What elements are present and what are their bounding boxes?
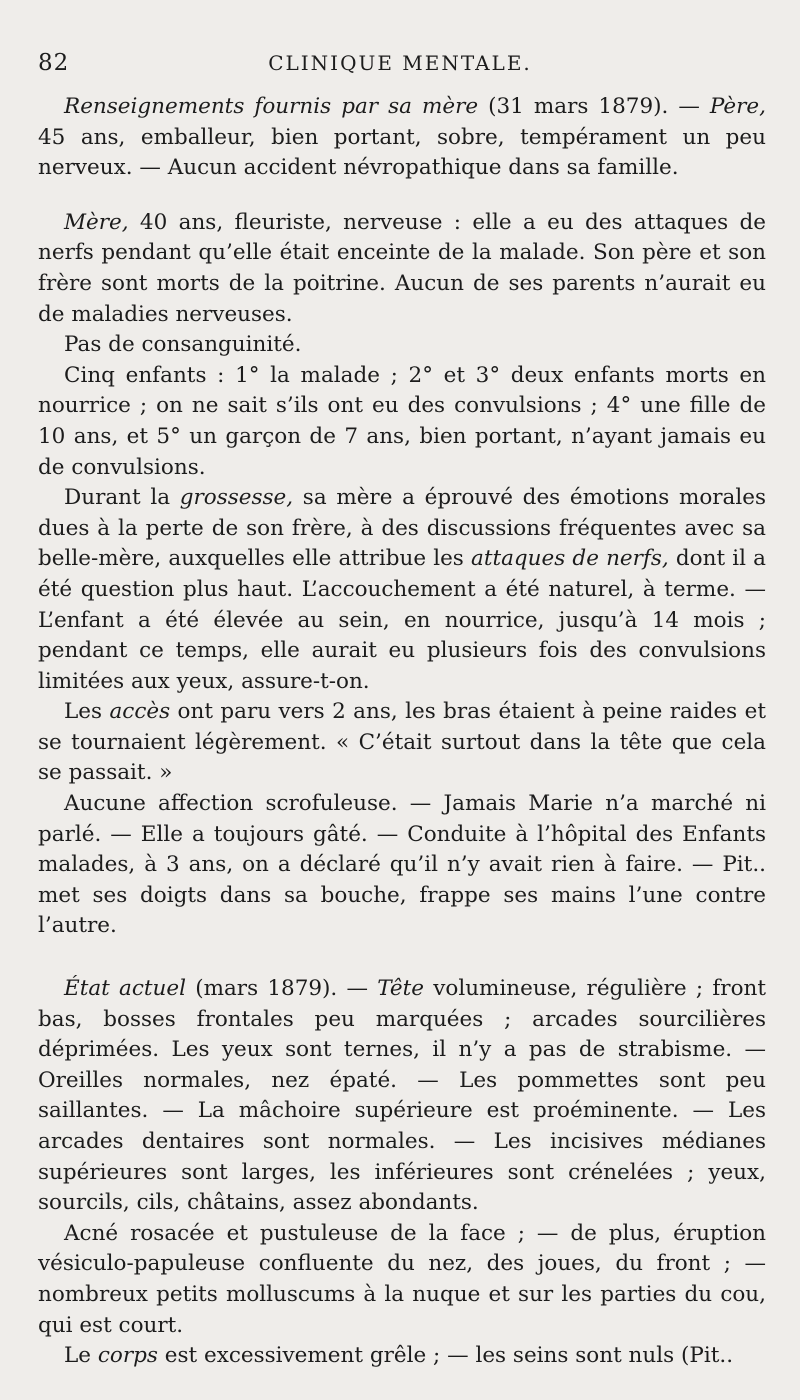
text-run: dont il a été question plus haut. L’accouchement a été naturel, à terme. — L’enfant a été élevée au sein, en nourrice, jusqu’à 14 mois ; pendant ce temps, elle aurait eu plusieurs fois des convulsions limitées aux yeux, assure-t-on. bbox=[38, 546, 766, 694]
page-number: 82 bbox=[38, 50, 70, 76]
paragraph-scrofuleuse bbox=[38, 789, 766, 942]
text-run: volumineuse, régulière ; front bas, bosses frontales peu marquées ; arcades sourcilières déprimées. Les yeux sont ternes, il n’y a pas de strabisme. — Oreilles normales, nez épaté. — Les pommettes sont peu saillantes. — La mâchoire supérieure est proéminente. — Les arcades dentaires sont normales. — Les incisives médianes supérieures sont larges, les inférieures sont crénelées ; yeux, sourcils, cils, châtains, assez abondants. bbox=[38, 976, 766, 1216]
text-run: Durant la bbox=[64, 485, 180, 511]
paragraph-etat-actuel bbox=[38, 974, 766, 1219]
text-run: (mars 1879). — bbox=[185, 976, 378, 1002]
running-title: CLINIQUE MENTALE. bbox=[268, 51, 532, 75]
text-run: ont paru vers 2 ans, les bras étaient à peine raides et se tournaient légèrement. « C’était surtout dans la tête que cela se passait. » bbox=[38, 699, 766, 786]
paragraph-acne bbox=[38, 1219, 766, 1341]
text-run: Mère, bbox=[64, 209, 129, 235]
paragraph-grossesse bbox=[38, 483, 766, 697]
body-text bbox=[38, 92, 766, 1372]
text-run: Acné rosacée et pustuleuse de la face ; — de plus, éruption vésiculo-papuleuse confluente du nez, des joues, du front ; — nombreux petits molluscums à la nuque et sur les parties du cou, qui est court. bbox=[38, 1220, 766, 1338]
text-run: 45 ans, emballeur, bien portant, sobre, tempérament un peu nerveux. — Aucun accident névropathique dans sa famille. bbox=[38, 124, 766, 181]
text-run: Pas de consanguinité. bbox=[64, 332, 302, 358]
text-run: 40 ans, fleuriste, nerveuse : elle a eu des attaques de nerfs pendant qu’elle était enceinte de la malade. Son père et son frère sont morts de la poitrine. Aucun de ses parents n’aurait eu de maladies nerveuses. bbox=[38, 209, 766, 327]
paragraph-mere bbox=[38, 208, 766, 330]
page-header bbox=[38, 50, 762, 84]
text-run: (31 mars 1879). — bbox=[478, 94, 710, 119]
text-run: Les bbox=[64, 699, 110, 725]
paragraph-acces bbox=[38, 697, 766, 789]
text-run: Le bbox=[64, 1343, 98, 1369]
paragraph-renseignements bbox=[38, 92, 766, 184]
text-run: attaques de nerfs, bbox=[471, 546, 669, 572]
paragraph-corps bbox=[38, 1341, 766, 1372]
text-run: Père, bbox=[709, 94, 766, 119]
text-run: Aucune affection scrofuleuse. — Jamais Marie n’a marché ni parlé. — Elle a toujours gâté. — Conduite à l’hôpital des Enfants malades, à 3 ans, on a déclaré qu’il n’y avait rien à faire. — Pit.. met ses doigts dans sa bouche, frappe ses mains l’une contre l’autre. bbox=[38, 791, 766, 939]
text-run: grossesse, bbox=[179, 485, 294, 511]
text-run: État actuel bbox=[64, 976, 186, 1002]
text-run: Renseignements fournis par sa mère bbox=[64, 94, 479, 119]
text-run: Cinq enfants : 1° la malade ; 2° et 3° deux enfants morts en nourrice ; on ne sait s’ils ont eu des convulsions ; 4° une fille de 10 ans, et 5° un garçon de 7 ans, bien portant, n’ayant jamais eu de convulsions. bbox=[38, 362, 766, 480]
text-run: Tête bbox=[377, 976, 424, 1002]
paragraph-enfants bbox=[38, 361, 766, 483]
text-run: est excessivement grêle ; — les seins sont nuls (Pit.. bbox=[157, 1343, 734, 1369]
text-run: sa mère a éprouvé des émotions morales dues à la perte de son frère, à des discussions fréquentes avec sa belle-mère, auxquelles elle attribue les bbox=[38, 485, 767, 572]
text-run: accès bbox=[109, 699, 171, 725]
text-run: corps bbox=[97, 1343, 158, 1369]
paragraph-consanguinite bbox=[38, 330, 766, 361]
